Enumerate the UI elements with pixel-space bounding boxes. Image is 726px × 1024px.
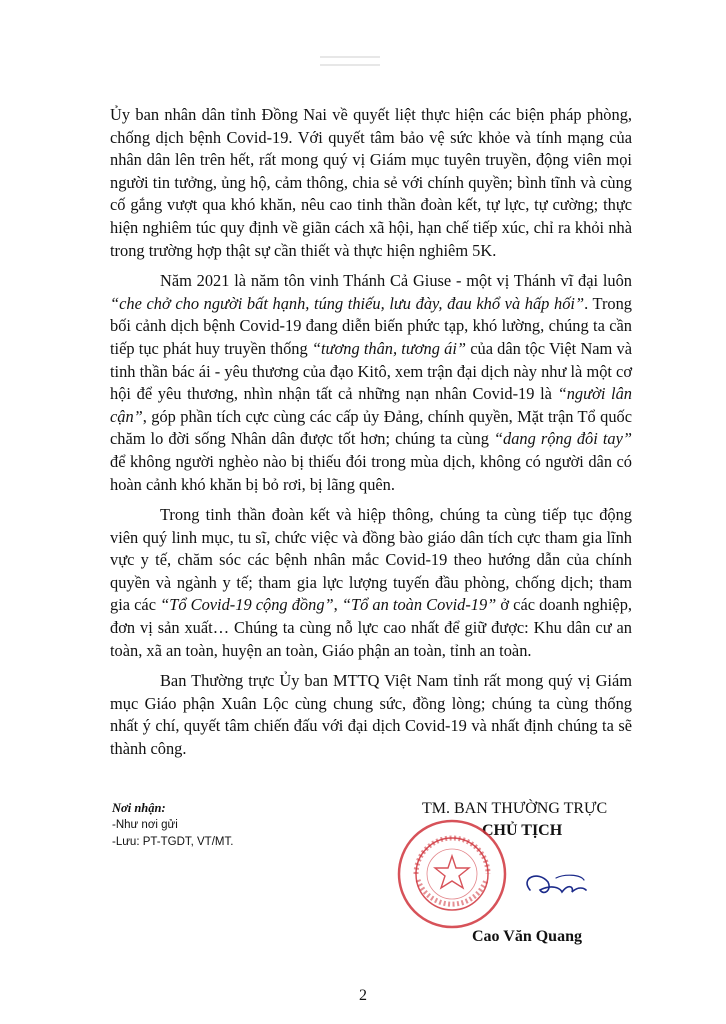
- recipient-line: -Lưu: PT-TGDT, VT/MT.: [112, 836, 234, 848]
- text-run: Ban Thường trực Ủy ban MTTQ Việt Nam tỉnh rất mong quý vị Giám mục Giáo phận Xuân Lộc cùng chung sức, đồng lòng; chúng ta cùng thống nhất ý chí, quyết tâm chiến đấu với đại dịch Covid-19 và nhất định chúng ta sẽ thành công.: [110, 671, 632, 759]
- recipients-heading: Nơi nhận:: [112, 801, 166, 815]
- paragraph: [110, 270, 632, 496]
- text-run: Năm 2021 là năm tôn vinh Thánh Cả Giuse - một vị Thánh vĩ đại luôn: [160, 271, 632, 291]
- page-number: 2: [359, 987, 367, 1004]
- emphasized-phrase: “tương thân, tương ái”: [311, 338, 467, 358]
- recipients-block: [112, 800, 312, 851]
- faint-header-bleed: [320, 50, 380, 80]
- emphasized-phrase: “Tổ Covid-19 cộng đồng”: [160, 595, 334, 615]
- text-run: Ủy ban nhân dân tỉnh Đồng Nai về quyết liệt thực hiện các biện pháp phòng, chống dịch bệnh Covid-19. Với quyết tâm bảo vệ sức khỏe và tính mạng của nhân dân lên trên hết, rất mong quý vị Giám mục tuyên truyền, động viên mọi người tin tưởng, ủng hộ, cảm thông, chia sẻ với chính quyền; bình tĩnh và cùng cố gắng vượt qua khó khăn, nêu cao tinh thần đoàn kết, tự lực, tự cường; thực hiện nghiêm túc quy định về giãn cách xã hội, hạn chế tiếp xúc, chỉ ra khỏi nhà trong trường hợp thật sự cần thiết và thực hiện nghiêm 5K.: [110, 105, 632, 260]
- text-run: Trong tinh thần đoàn kết và hiệp thông, chúng ta cùng tiếp tục động viên quý linh mục, tu sĩ, chức việc và đồng bào giáo dân tích cực tham gia lĩnh vực y tế, chăm sóc các bệnh nhân mắc Covid-19 theo hướng dẫn của chính quyền và ngành y tế; tham gia lực lượng tuyến đầu phòng, chống dịch; tham gia các: [110, 505, 632, 615]
- text-run: . Trong bối cảnh dịch bệnh Covid-19 đang diễn biến phức tạp, khó lường, chúng ta cần tiếp tục phát huy truyền thống: [110, 293, 632, 358]
- signature-block: [400, 800, 650, 960]
- handwritten-signature: [460, 860, 590, 910]
- paragraph: [110, 104, 632, 262]
- text-run: ở các doanh nghiệp, đơn vị sản xuất… Chúng ta cùng nỗ lực cao nhất để giữ được: Khu dân cư an toàn, xã an toàn, huyện an toàn, Giáo phận an toàn, tỉnh an toàn.: [110, 595, 633, 660]
- emphasized-phrase: “Tổ an toàn Covid-19”: [341, 595, 497, 615]
- body-text: [110, 104, 632, 769]
- recipient-line: -Như nơi gửi: [112, 819, 178, 831]
- signature-org: TM. BAN THƯỜNG TRỰC: [422, 800, 608, 817]
- emphasized-phrase: “người lân cận”: [110, 384, 632, 426]
- signer-name: Cao Văn Quang: [472, 928, 582, 945]
- text-run: ,: [333, 595, 342, 615]
- text-run: , góp phần tích cực cùng các cấp ủy Đảng, chính quyền, Mặt trận Tổ quốc chăm lo đời sống Nhân dân được tốt hơn; chúng ta cùng: [110, 406, 632, 449]
- emphasized-phrase: “che chở cho người bất hạnh, túng thiếu, lưu đày, đau khổ và hấp hối”: [110, 293, 585, 313]
- text-run: của dân tộc Việt Nam và tinh thần bác ái - yêu thương của đạo Kitô, xem trận đại dịch này như là một cơ hội để yêu thương, nhìn nhận tất cả những nạn nhân Covid-19 là: [110, 338, 632, 404]
- paragraph: [110, 504, 632, 662]
- paragraph: [110, 670, 632, 760]
- text-run: để không người nghèo nào bị thiếu đói trong mùa dịch, không có người dân có hoàn cảnh khó khăn bị bỏ rơi, bị lãng quên.: [110, 451, 632, 494]
- emphasized-phrase: “dang rộng đôi tay”: [493, 429, 632, 449]
- signature-title: CHỦ TỊCH: [482, 822, 563, 839]
